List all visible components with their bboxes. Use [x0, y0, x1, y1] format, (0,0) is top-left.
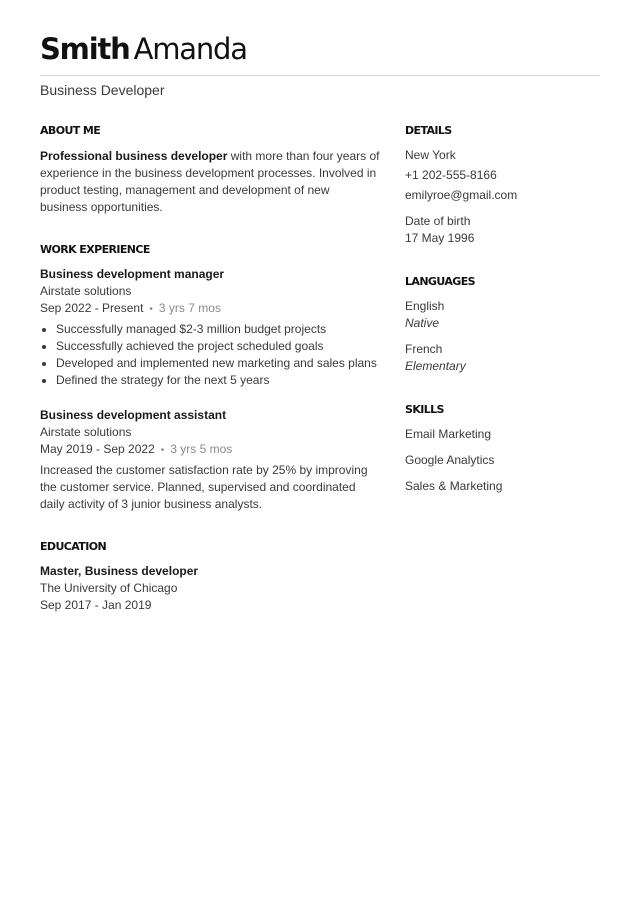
bullet-item: • Successfully achieved the project scheduled goals — [56, 338, 380, 355]
job-bullets — [40, 321, 380, 389]
language-level: Native — [405, 316, 440, 330]
main-column — [40, 124, 380, 614]
details-heading: DETAILS — [405, 124, 452, 137]
side-column — [405, 124, 605, 495]
bullet-item: • Developed and implemented new marketing and sales plans — [56, 355, 380, 372]
skill-item: Sales & Marketing — [405, 479, 503, 493]
education-section — [40, 540, 380, 614]
skill-item: Google Analytics — [405, 453, 495, 467]
language-name: French — [405, 342, 443, 356]
job-role: Business Developer — [40, 82, 165, 98]
job-duration: 3 yrs 7 mos — [158, 301, 221, 315]
about-section — [40, 124, 380, 216]
skills-heading: SKILLS — [405, 403, 444, 416]
job-company: Airstate solutions — [40, 284, 132, 298]
job-entry — [40, 266, 380, 389]
job-duration: 3 yrs 5 mos — [170, 442, 233, 456]
header-divider — [40, 75, 600, 76]
about-body: with more than four years of experience in the business development processes. Involved in product testing, management and development of new business opportunities. — [40, 149, 380, 214]
languages-heading: LANGUAGES — [405, 275, 475, 288]
education-heading: EDUCATION — [40, 540, 107, 553]
first-name: Amanda — [133, 32, 247, 66]
dot-separator: • — [160, 445, 165, 456]
job-entry — [40, 407, 380, 513]
work-heading: WORK EXPERIENCE — [40, 243, 150, 256]
last-name: Smith — [40, 32, 130, 66]
city: New York — [405, 148, 456, 162]
language-item — [405, 341, 605, 375]
language-level: Elementary — [405, 359, 466, 373]
dob-value: 17 May 1996 — [405, 231, 475, 245]
skills-section — [405, 403, 605, 495]
education-dates: Sep 2017 - Jan 2019 — [40, 598, 152, 612]
job-date-range: Sep 2022 - Present — [40, 301, 144, 315]
language-item — [405, 298, 605, 332]
about-heading: ABOUT ME — [40, 124, 101, 137]
full-name — [40, 30, 247, 68]
job-dates — [40, 300, 380, 318]
details-section — [405, 124, 605, 247]
about-text — [40, 148, 380, 216]
job-dates — [40, 441, 380, 459]
job-date-range: May 2019 - Sep 2022 — [40, 442, 155, 456]
email[interactable]: emilyroe@gmail.com — [405, 188, 518, 202]
job-title: Business development manager — [40, 267, 225, 281]
language-name: English — [405, 299, 445, 313]
bullet-item: • Successfully managed $2-3 million budget projects — [56, 321, 380, 338]
school: The University of Chicago — [40, 581, 178, 595]
phone: +1 202-555-8166 — [405, 168, 497, 182]
job-company: Airstate solutions — [40, 425, 132, 439]
job-title: Business development assistant — [40, 408, 227, 422]
degree: Master, Business developer — [40, 564, 199, 578]
bullet-item: • Defined the strategy for the next 5 years — [56, 372, 380, 389]
languages-section — [405, 275, 605, 375]
about-lead: Professional business developer — [40, 149, 228, 163]
dob-label: Date of birth — [405, 214, 471, 228]
job-description: Increased the customer satisfaction rate by 25% by improving the customer service. Planned, supervised and coordinated daily activity of 3 junior business analysts. — [40, 463, 368, 511]
work-section — [40, 243, 380, 513]
dot-separator: • — [149, 304, 153, 315]
skill-item: Email Marketing — [405, 427, 492, 441]
